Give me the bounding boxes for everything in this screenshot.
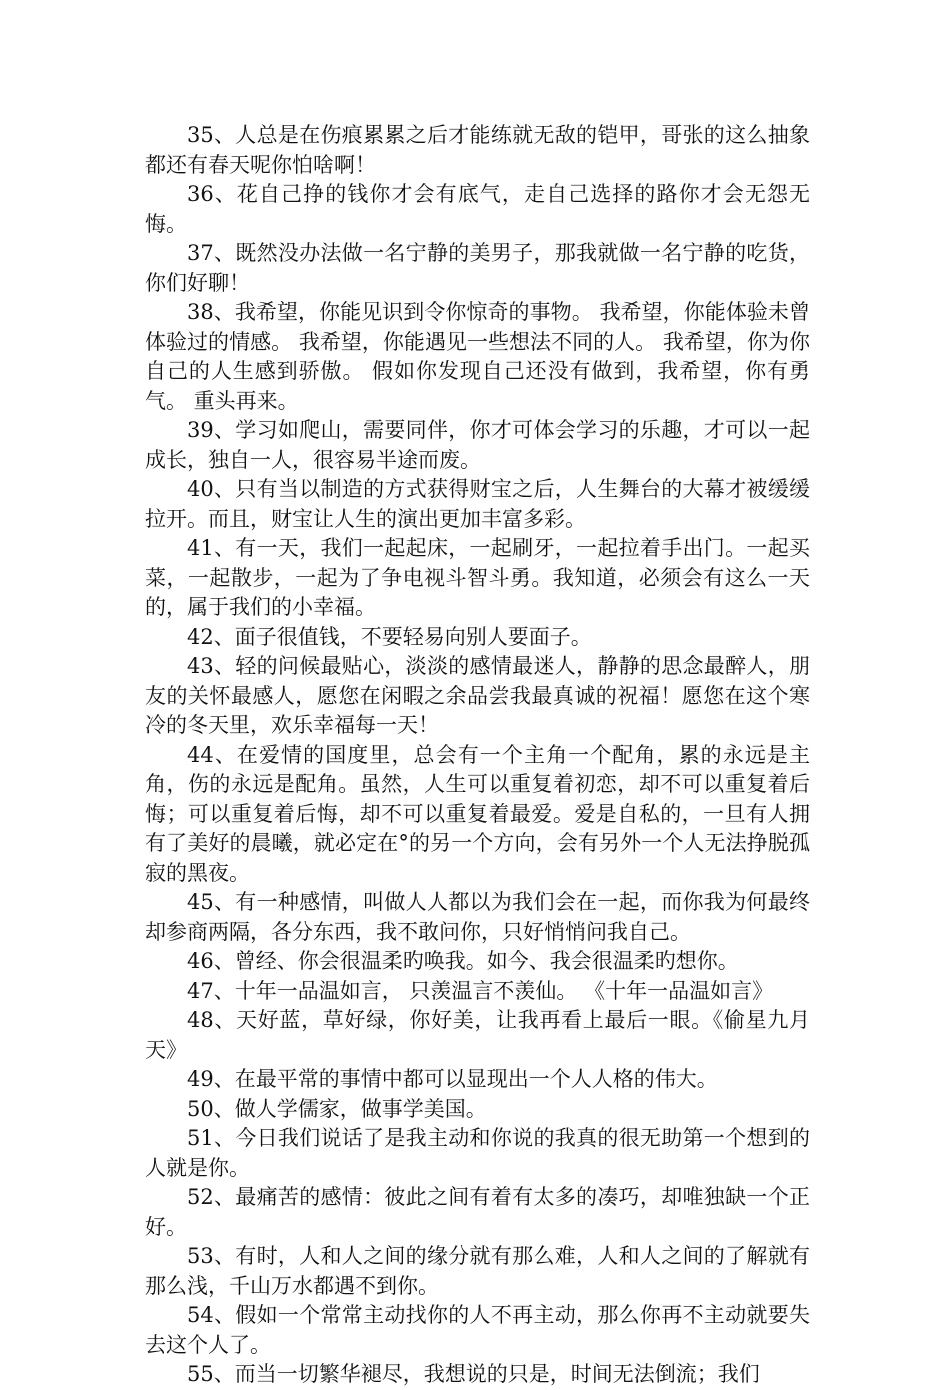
paragraph-39: 39、学习如爬山，需要同伴，你才可体会学习的乐趣，才可以一起成长，独自一人，很容易半途而废。 (145, 418, 810, 472)
paragraph-44: 44、在爱情的国度里，总会有一个主角一个配角，累的永远是主角，伤的永远是配角。虽然，人生可以重复着初恋，却不可以重复着后悔；可以重复着后悔，却不可以重复着最爱。爱是自私的，一旦有人拥有了美好的晨曦，就必定在°的另一个方向，会有另外一个人无法挣脱孤寂的黑夜。 (145, 742, 810, 885)
paragraph-53: 53、有时，人和人之间的缘分就有那么难，人和人之间的了解就有那么浅，千山万水都遇不到你。 (145, 1244, 810, 1298)
paragraph-40: 40、只有当以制造的方式获得财宝之后，人生舞台的大幕才被缓缓拉开。而且，财宝让人生的演出更加丰富多彩。 (145, 477, 810, 531)
paragraph-52: 52、最痛苦的感情：彼此之间有着有太多的凑巧，却唯独缺一个正好。 (145, 1185, 810, 1239)
document-body (145, 121, 810, 1390)
paragraph-41: 41、有一天，我们一起起床，一起刷牙，一起拉着手出门。一起买菜，一起散步，一起为了争电视斗智斗勇。我知道，必须会有这么一天的，属于我们的小幸福。 (145, 536, 810, 619)
paragraph-37: 37、既然没办法做一名宁静的美男子，那我就做一名宁静的吃货，你们好聊！ (145, 241, 810, 295)
paragraph-43: 43、轻的问候最贴心，淡淡的感情最迷人，静静的思念最醉人，朋友的关怀最感人，愿您在闲暇之余品尝我最真诚的祝福！愿您在这个寒冷的冬天里，欢乐幸福每一天！ (145, 654, 810, 737)
paragraph-42: 42、面子很值钱，不要轻易向别人要面子。 (187, 624, 592, 649)
paragraph-54: 54、假如一个常常主动找你的人不再主动，那么你再不主动就要失去这个人了。 (145, 1303, 810, 1357)
paragraph-55: 55、而当一切繁华褪尽，我想说的只是，时间无法倒流；我们 (187, 1362, 760, 1386)
paragraph-47: 47、十年一品温如言， 只羡温言不羡仙。 《十年一品温如言》 (187, 978, 774, 1003)
paragraph-45: 45、有一种感情，叫做人人都以为我们会在一起，而你我为何最终却参商两隔，各分东西，我不敢问你，只好悄悄问我自己。 (145, 890, 810, 944)
paragraph-51: 51、今日我们说话了是我主动和你说的我真的很无助第一个想到的人就是你。 (145, 1126, 810, 1180)
paragraph-49: 49、在最平常的事情中都可以显现出一个人人格的伟大。 (187, 1067, 718, 1091)
paragraph-50: 50、做人学儒家，做事学美国。 (187, 1096, 487, 1121)
paragraph-36: 36、花自己挣的钱你才会有底气，走自己选择的路你才会无怨无悔。 (145, 182, 810, 236)
paragraph-38: 38、我希望，你能见识到令你惊奇的事物。 我希望，你能体验未曾体验过的情感。 我希望，你能遇见一些想法不同的人。 我希望，你为你自己的人生感到骄傲。 假如你发现自己还没有做到，我希望，你有勇气。 重头再来。 (145, 300, 810, 413)
paragraph-35: 35、人总是在伤痕累累之后才能练就无敌的铠甲，哥张的这么抽象都还有春天呢你怕啥啊！ (145, 123, 810, 177)
paragraph-48: 48、天好蓝，草好绿，你好美，让我再看上最后一眼。《偷星九月天》 (145, 1008, 810, 1062)
paragraph-46: 46、曾经、你会很温柔旳唤我。如今、我会很温柔旳想你。 (187, 949, 739, 973)
